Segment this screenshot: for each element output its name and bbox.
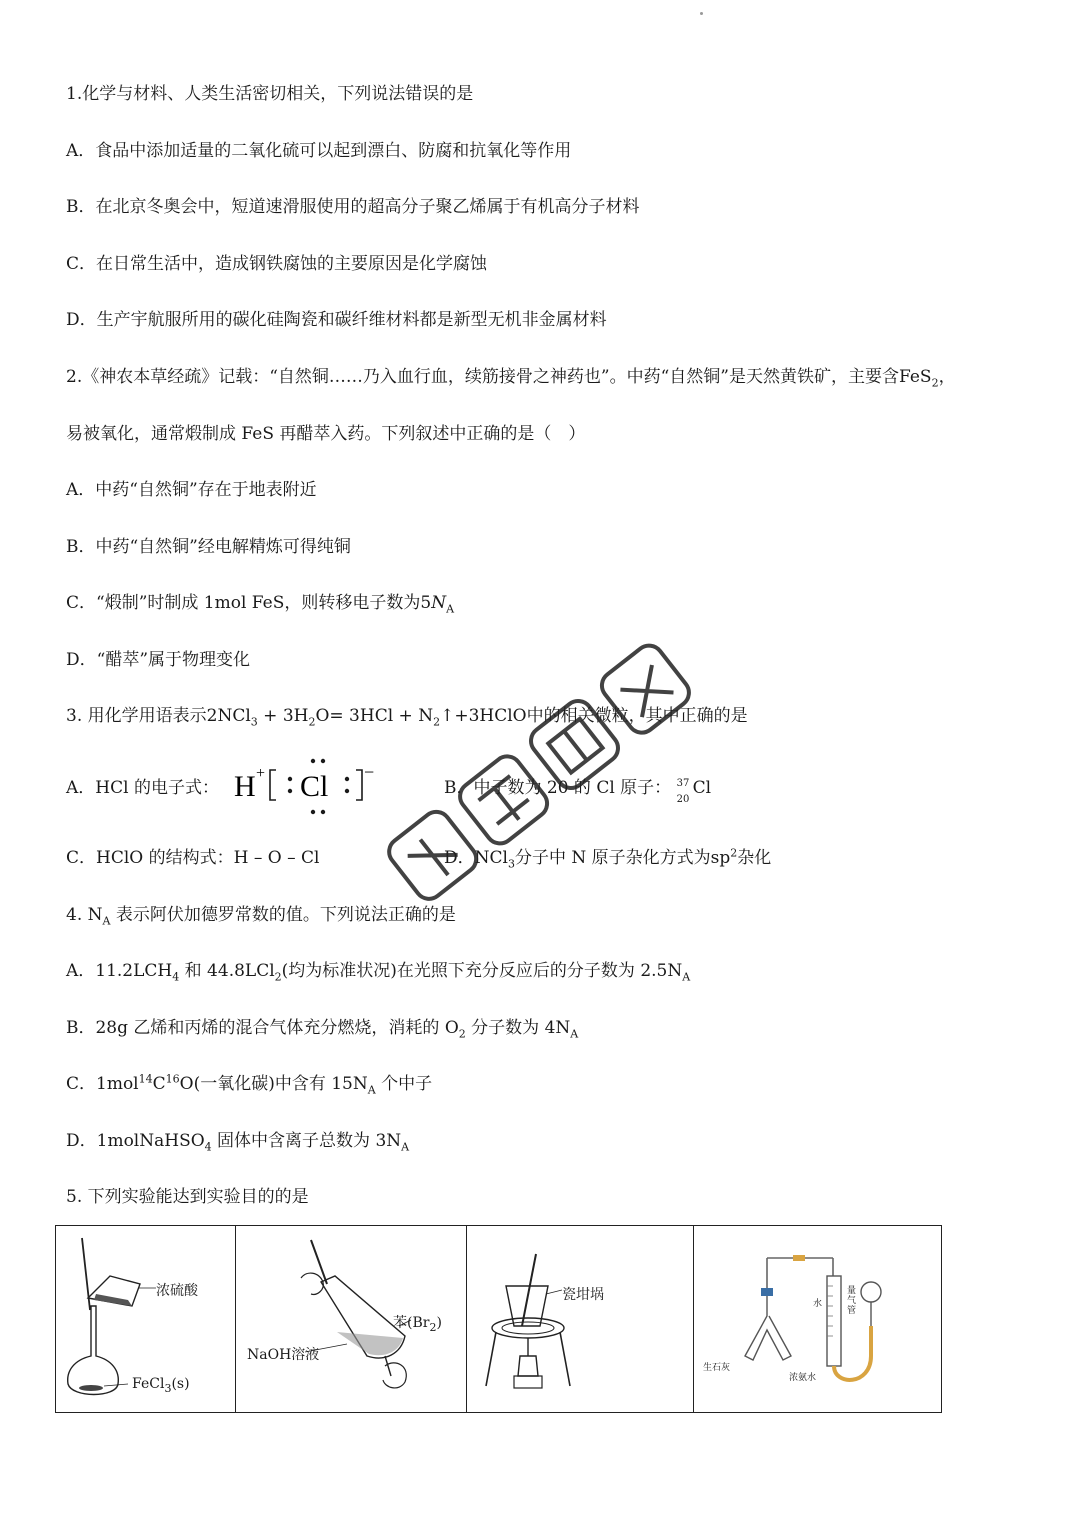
q4-stem-n: N <box>87 905 103 925</box>
q2-option-c-value: 5 <box>420 593 432 613</box>
q4-c-sup2: 16 <box>165 1072 180 1086</box>
q1-option-d: D．生产宇航服所用的碳化硅陶瓷和碳纤维材料都是新型无机非金属材料 <box>66 310 607 330</box>
q4-option-d <box>66 1129 409 1153</box>
fig4-tube-char3: 管 <box>847 1306 857 1316</box>
q4-a-p3: (均为标准状况)在光照下充分反应后的分子数为 2.5N <box>281 961 683 981</box>
fig4-tube-char2: 气 <box>847 1296 857 1306</box>
fig2-benzene-label <box>393 1312 442 1332</box>
q4-b-s1: 2 <box>458 1027 466 1041</box>
q4-option-c <box>66 1072 432 1096</box>
q3-eq-part1: 2NCl <box>206 706 251 726</box>
q2-option-c-sub: A <box>446 602 455 616</box>
fig4-lime-label: 生石灰 <box>703 1363 731 1373</box>
q4-a-s2: 2 <box>274 970 282 984</box>
q4-d-s2: A <box>401 1140 410 1154</box>
q2-option-a: A．中药“自然铜”存在于地表附近 <box>66 480 317 500</box>
q3-option-b <box>444 776 712 805</box>
q3-option-a-label: A．HCl 的电子式： <box>66 778 219 798</box>
fig1-dilution <box>56 1226 236 1412</box>
q4-c-s3: A <box>367 1083 376 1097</box>
fig4-ammonia-label: 浓氨水 <box>789 1373 817 1383</box>
q3-ef-right-bracket <box>356 770 362 800</box>
q1-stem: 1.化学与材料、人类生活密切相关，下列说法错误的是 <box>66 84 474 104</box>
q1-option-a: A．食品中添加适量的二氧化硫可以起到漂白、防腐和抗氧化等作用 <box>66 141 572 161</box>
q4-d-p1: D．1molNaHSO <box>66 1131 205 1151</box>
q4-c-p4: 个中子 <box>375 1074 433 1094</box>
q3-eq-part3: O= 3HCl + N <box>315 706 434 726</box>
q3-option-d-sup: 2 <box>730 846 738 860</box>
fig2-benzene-tail: ) <box>436 1315 442 1331</box>
q3-ef-minus: − <box>364 762 375 782</box>
q2-option-c-text: C．“煅制”时制成 1mol FeS，则转移电子数为 <box>66 593 421 613</box>
q4-b-p2: 分子数为 4N <box>465 1018 571 1038</box>
q3-option-c <box>66 846 319 870</box>
q2-option-c-n: N <box>431 593 447 613</box>
q3-option-d-sp: sp <box>710 848 731 868</box>
fig1-solid-tail: (s) <box>171 1376 190 1392</box>
q3-stem-prefix: 3. 用化学用语表示 <box>66 706 207 726</box>
q3-option-d-formula: NCl <box>474 848 508 868</box>
q3-eq-part4: ↑+3HClO <box>440 706 527 726</box>
q2-option-d: D．“醋萃”属于物理变化 <box>66 650 251 670</box>
q4-c-sup1: 14 <box>138 1072 153 1086</box>
q2-stem-comma: ， <box>938 367 956 387</box>
fig4-water-label: 水 <box>813 1299 823 1309</box>
q2-option-b: B．中药“自然铜”经电解精炼可得纯铜 <box>66 537 351 557</box>
fig3-crucible <box>466 1226 694 1412</box>
q3-stem-suffix: 中的相关微粒，其中正确的是 <box>526 706 748 726</box>
q4-a-s1: 4 <box>172 970 180 984</box>
q4-option-b <box>66 1016 578 1040</box>
q3-ef-left-bracket <box>270 770 276 800</box>
q3-mass-number: 37 <box>676 778 690 789</box>
q3-option-c-text: C．HClO 的结构式： <box>66 848 234 868</box>
q2-stem-line2: 易被氧化，通常煅制成 FeS 再醋萃入药。下列叙述中正确的是（ ） <box>66 424 586 444</box>
q2-stem-line1 <box>66 365 956 389</box>
q4-a-s3: A <box>682 970 691 984</box>
q4-option-a <box>66 959 690 983</box>
q4-b-p1: B．28g 乙烯和丙烯的混合气体充分燃烧，消耗的 O <box>66 1018 459 1038</box>
q4-b-s2: A <box>570 1027 579 1041</box>
q3-eq-part2: + 3H <box>257 706 309 726</box>
q4-c-p1: C．1mol <box>66 1074 139 1094</box>
fig2-benzene-text: 苯(Br <box>393 1315 430 1331</box>
q3-option-d-label: D． <box>444 848 475 868</box>
q1-option-c: C．在日常生活中，造成钢铁腐蚀的主要原因是化学腐蚀 <box>66 254 488 274</box>
q3-option-d-tail: 杂化 <box>737 848 772 868</box>
fig4-ammonia-apparatus <box>693 1226 940 1412</box>
fig4-drawing <box>693 1226 940 1412</box>
q4-c-p3: O(一氧化碳)中含有 15N <box>179 1074 368 1094</box>
q4-a-p1: A．11.2LCH <box>66 961 173 981</box>
q1-option-b: B．在北京冬奥会中，短道速滑服使用的超高分子聚乙烯属于有机高分子材料 <box>66 197 640 217</box>
q3-option-c-formula: H – O – Cl <box>233 848 320 868</box>
q3-option-d <box>444 846 771 870</box>
q4-stem-sub: A <box>102 914 111 928</box>
fig3-crucible-label: 瓷坩埚 <box>562 1287 604 1303</box>
q3-ef-h: H <box>234 770 256 803</box>
q3-eq-sub1: 3 <box>250 715 258 729</box>
q3-option-b-text: B．中子数为 20 的 Cl 原子： <box>444 778 672 798</box>
q4-stem: 4. $N_A$ 表示阿伏加德罗常数的值。下列说法正确的是 <box>66 905 456 928</box>
q3-option-d-sub: 3 <box>507 857 515 871</box>
q5-figure-table <box>55 1225 942 1413</box>
q3-atomic-number: 20 <box>676 794 690 805</box>
q4-d-p2: 固体中含离子总数为 3N <box>211 1131 402 1151</box>
scan-speck <box>700 12 703 15</box>
fig1-solid-text: FeCl <box>132 1376 165 1392</box>
q3-nuclide-indices <box>676 776 693 805</box>
q3-nuclide-symbol: Cl <box>692 778 712 798</box>
fig2-naoh-label: NaOH溶液 <box>247 1347 320 1363</box>
q2-fes2: FeS <box>898 367 932 387</box>
q2-fes2-sub: 2 <box>931 376 939 390</box>
q2-stem-text: 2.《神农本草经疏》记载：“自然铜……乃入血行血，续筋接骨之神药也”。中药“自然铜”是天然黄铁矿，主要含 <box>66 367 899 387</box>
fig1-solid-sub: 3 <box>164 1381 172 1395</box>
fig2-benzene-sub: 2 <box>429 1320 437 1334</box>
q4-a-p2: 和 44.8LCl <box>179 961 275 981</box>
fig1-acid-label: 浓硫酸 <box>156 1283 198 1299</box>
fig4-tube-char1: 量 <box>847 1286 857 1296</box>
q3-eq-sub2: 2 <box>308 715 316 729</box>
q5-stem: 5. 下列实验能达到实验目的的是 <box>66 1187 309 1207</box>
q3-ef-cl: Cl <box>300 770 329 803</box>
q2-option-c <box>66 591 454 615</box>
q3-eq-sub3: 2 <box>433 715 441 729</box>
fig4-tube-label <box>847 1286 856 1316</box>
q3-option-d-text: 分子中 N 原子杂化方式为 <box>514 848 711 868</box>
fig3-drawing <box>466 1226 693 1412</box>
q4-c-p2: C <box>152 1074 166 1094</box>
q4-stem-text: 表示阿伏加德罗常数的值。下列说法正确的是 <box>110 905 456 925</box>
fig1-solid-label <box>132 1376 190 1395</box>
fig2-separatory-funnel <box>235 1226 467 1412</box>
q3-ef-plus: + <box>256 765 266 782</box>
q4-d-s1: 4 <box>204 1140 212 1154</box>
q3-stem <box>66 704 748 728</box>
q3-electron-formula <box>232 752 382 822</box>
